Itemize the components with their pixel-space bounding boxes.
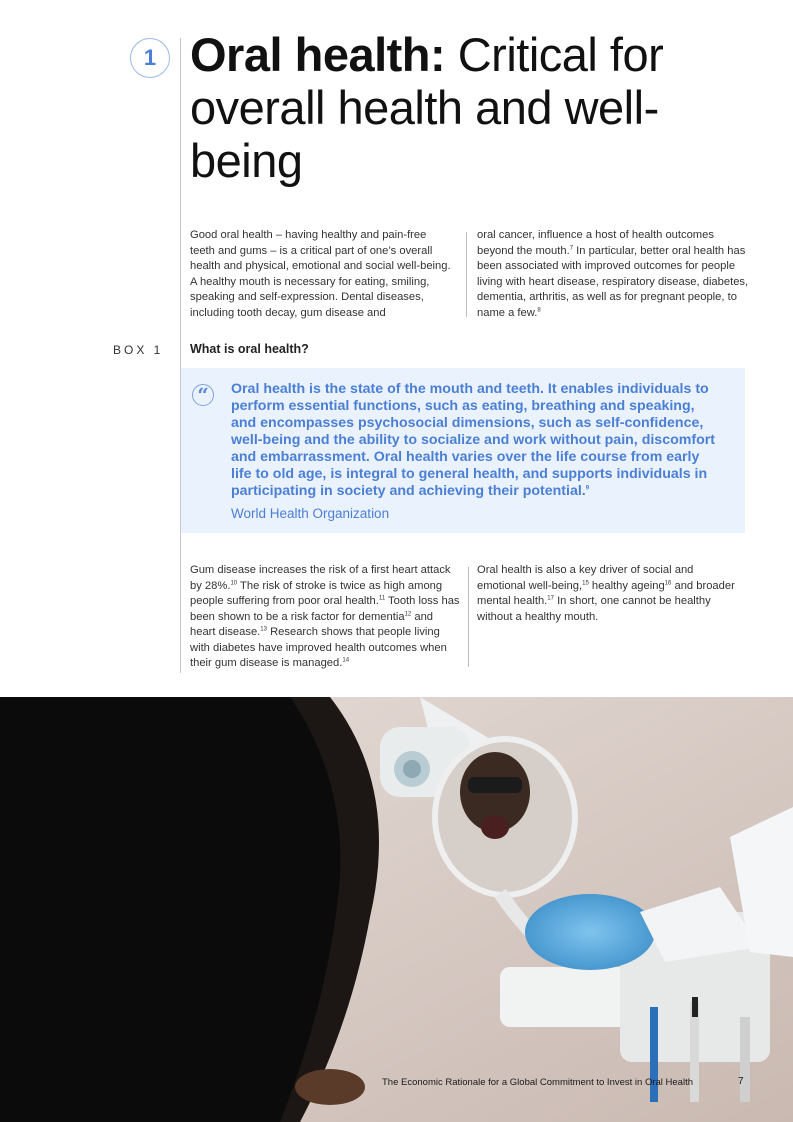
intro-column-1 bbox=[190, 228, 452, 321]
body-column-2 bbox=[477, 563, 739, 625]
body-column-1 bbox=[190, 563, 460, 672]
footnote-ref[interactable]: 11 bbox=[378, 595, 386, 602]
footnote-ref[interactable]: 10 bbox=[230, 579, 238, 586]
text-span: and broader mental health. bbox=[477, 579, 735, 607]
page-title-bold: Oral health: bbox=[190, 28, 446, 81]
footnote-ref[interactable]: 16 bbox=[664, 579, 672, 586]
body-paragraph-2 bbox=[477, 563, 739, 625]
text-span: In particular, better oral health has been associated with improved outcomes for people living with heart disease, respiratory disease, diabetes, dementia, arthritis, as well as for pregnant people, to name a few. bbox=[477, 244, 749, 319]
page-title bbox=[190, 28, 750, 187]
page-title-rest: Critical for overall health and well-being bbox=[190, 28, 664, 187]
footnote-ref[interactable]: 9 bbox=[585, 485, 590, 492]
footnote-ref[interactable]: 8 bbox=[537, 306, 541, 313]
footnote-ref[interactable]: 7 bbox=[569, 244, 574, 251]
intro-paragraph-2 bbox=[477, 228, 749, 321]
footnote-ref[interactable]: 15 bbox=[582, 579, 589, 586]
footnote-ref[interactable]: 13 bbox=[260, 626, 267, 633]
column-divider bbox=[466, 232, 467, 317]
text-span: and heart disease. bbox=[190, 610, 434, 638]
quote-source: World Health Organization bbox=[231, 506, 390, 521]
box-label: BOX 1 bbox=[113, 343, 164, 357]
text-span: Oral health is also a key driver of social and emotional well-being, bbox=[477, 564, 694, 592]
footnote-ref[interactable]: 14 bbox=[342, 657, 350, 664]
chapter-number: 1 bbox=[143, 45, 157, 70]
column-divider bbox=[468, 567, 469, 667]
text-span: Research shows that people living with diabetes have improved health outcomes when their gum disease is managed. bbox=[190, 626, 447, 669]
margin-rule bbox=[180, 38, 181, 673]
footer-publication-title: The Economic Rationale for a Global Commitment to Invest in Oral Health bbox=[382, 1077, 693, 1088]
chapter-number-badge bbox=[130, 38, 170, 78]
dental-checkup-photo bbox=[0, 697, 793, 1122]
quote-icon bbox=[192, 384, 214, 406]
intro-paragraph-1: Good oral health – having healthy and pain-free teeth and gums – is a critical part of one’s overall health and physical, emotional and social well-being. A healthy mouth is necessary for eating, smiling, speaking and self-expression. Dental diseases, including tooth decay, gum disease and bbox=[190, 229, 451, 319]
quote-text bbox=[231, 381, 721, 500]
text-span: In short, one cannot be healthy without a healthy mouth. bbox=[477, 595, 711, 623]
quote-body: Oral health is the state of the mouth and teeth. It enables individuals to perform essential functions, such as eating, breathing and speaking, and encompasses psychosocial dimensions, such as self-confidence, well-being and the ability to socialize and work without pain, discomfort and embarrassment. Oral health varies over the life course from early life to old age, is integral to general health, and supports individuals in participating in society and achieving their potential. bbox=[231, 381, 715, 499]
page-number: 7 bbox=[738, 1076, 744, 1087]
text-span: Gum disease increases the risk of a first heart attack by 28%. bbox=[190, 564, 451, 592]
footnote-ref[interactable]: 17 bbox=[547, 595, 554, 602]
photo-illustration bbox=[0, 697, 793, 1122]
text-span: The risk of stroke is twice as high among people suffering from poor oral health. bbox=[190, 579, 443, 607]
footnote-ref[interactable]: 12 bbox=[404, 610, 412, 617]
intro-column-2 bbox=[477, 228, 749, 321]
quote-mark: “ bbox=[197, 383, 209, 407]
text-span: Tooth loss has been shown to be a risk factor for dementia bbox=[190, 595, 460, 623]
body-paragraph-1 bbox=[190, 563, 460, 672]
text-span: healthy ageing bbox=[588, 579, 665, 592]
box-title: What is oral health? bbox=[190, 342, 309, 356]
text-span: oral cancer, influence a host of health outcomes beyond the mouth. bbox=[477, 229, 714, 257]
